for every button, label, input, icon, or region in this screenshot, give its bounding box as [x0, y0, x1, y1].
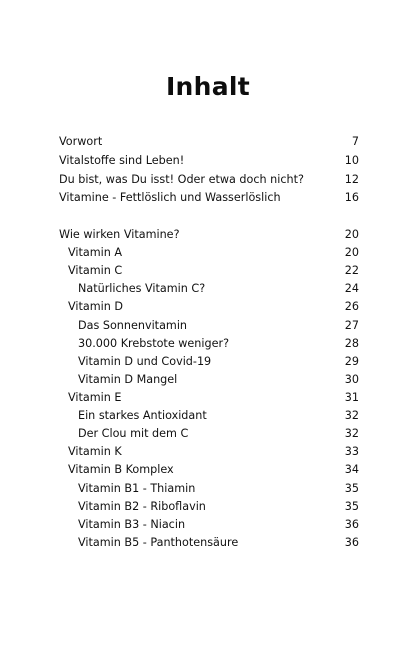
toc-entry-vitalstoffe[interactable] [59, 152, 359, 170]
toc-entry-label: Vitamin E [68, 391, 122, 404]
toc-entry-vitamin-b1[interactable] [59, 480, 359, 498]
toc-entry-page: 12 [344, 173, 359, 186]
toc-entry-page: 16 [344, 191, 359, 204]
toc-entry-label: Vitamin B Komplex [68, 463, 174, 476]
toc-entry-vitamin-d[interactable] [59, 298, 359, 316]
toc-entry-page: 35 [344, 482, 359, 495]
toc-entry-page: 28 [344, 337, 359, 350]
toc-entry-page: 10 [344, 154, 359, 167]
toc-entry-page: 36 [344, 536, 359, 549]
toc-entry-label: Du bist, was Du isst! Oder etwa doch nicht? [59, 173, 304, 186]
toc-entry-page: 36 [344, 518, 359, 531]
toc-entry-vitamin-b-komplex[interactable] [59, 461, 359, 479]
toc-entry-vitamin-b5[interactable] [59, 534, 359, 552]
toc-entry-label: Vitalstoffe sind Leben! [59, 154, 185, 167]
toc-entry-sonnenvitamin[interactable] [59, 317, 359, 335]
toc-entry-label: Vitamin C [68, 264, 123, 277]
page-title: Inhalt [165, 72, 251, 101]
toc-entry-vitamin-d-covid[interactable] [59, 353, 359, 371]
toc-entry-label: Das Sonnenvitamin [78, 319, 188, 332]
toc-entry-vitamin-a[interactable] [59, 244, 359, 262]
toc-entry-clou-mit-dem-c[interactable] [59, 425, 359, 443]
toc-entry-vitamin-c[interactable] [59, 262, 359, 280]
toc-entry-label: Vitamin B1 - Thiamin [78, 482, 196, 495]
toc-entry-page: 20 [344, 246, 359, 259]
toc-entry-label: Vitamin K [68, 445, 122, 458]
toc-entry-page: 32 [344, 409, 359, 422]
toc-entry-label: Vitamin B2 - Riboflavin [78, 500, 206, 513]
toc-entry-vorwort[interactable] [59, 133, 359, 151]
toc-entry-label: Vitamin D und Covid-19 [78, 355, 212, 368]
toc-entry-page: 20 [344, 228, 359, 241]
toc-entry-page: 27 [344, 319, 359, 332]
toc-entry-page: 33 [344, 445, 359, 458]
toc-entry-page: 35 [344, 500, 359, 513]
toc-entry-antioxidant[interactable] [59, 407, 359, 425]
toc-entry-label: Wie wirken Vitamine? [59, 228, 180, 241]
toc-entry-vitamin-e[interactable] [59, 389, 359, 407]
toc-entry-label: Natürliches Vitamin C? [78, 282, 206, 295]
toc-entry-page: 29 [344, 355, 359, 368]
toc-entry-du-bist[interactable] [59, 171, 359, 189]
toc-entry-page: 24 [344, 282, 359, 295]
toc-entry-page: 26 [344, 300, 359, 313]
toc-entry-label: Der Clou mit dem C [78, 427, 189, 440]
toc-entry-page: 32 [344, 427, 359, 440]
toc-entry-page: 34 [344, 463, 359, 476]
toc-entry-vitamine-loeslich[interactable] [59, 189, 359, 207]
toc-entry-wie-wirken[interactable] [59, 226, 359, 244]
toc-entry-natuerliches-vitamin-c[interactable] [59, 280, 359, 298]
toc-entry-label: Vitamine - Fettlöslich und Wasserlöslich [59, 191, 281, 204]
toc-entry-label: Vitamin D Mangel [78, 373, 178, 386]
toc-entry-krebstote[interactable] [59, 335, 359, 353]
toc-entry-vitamin-b2[interactable] [59, 498, 359, 516]
toc-entry-page: 22 [344, 264, 359, 277]
toc-entry-label: Vorwort [59, 135, 103, 148]
toc-entry-label: Vitamin B3 - Niacin [78, 518, 186, 531]
toc-entry-label: Vitamin D [68, 300, 124, 313]
toc-entry-label: 30.000 Krebstote weniger? [78, 337, 230, 350]
toc-entry-label: Vitamin B5 - Panthotensäure [78, 536, 239, 549]
toc-entry-vitamin-b3[interactable] [59, 516, 359, 534]
toc-entry-label: Ein starkes Antioxidant [78, 409, 207, 422]
toc-entry-page: 31 [344, 391, 359, 404]
toc-entry-page: 30 [344, 373, 359, 386]
toc-entry-label: Vitamin A [68, 246, 123, 259]
toc-entry-page: 7 [351, 135, 359, 148]
toc-entry-vitamin-k[interactable] [59, 443, 359, 461]
toc-entry-vitamin-d-mangel[interactable] [59, 371, 359, 389]
